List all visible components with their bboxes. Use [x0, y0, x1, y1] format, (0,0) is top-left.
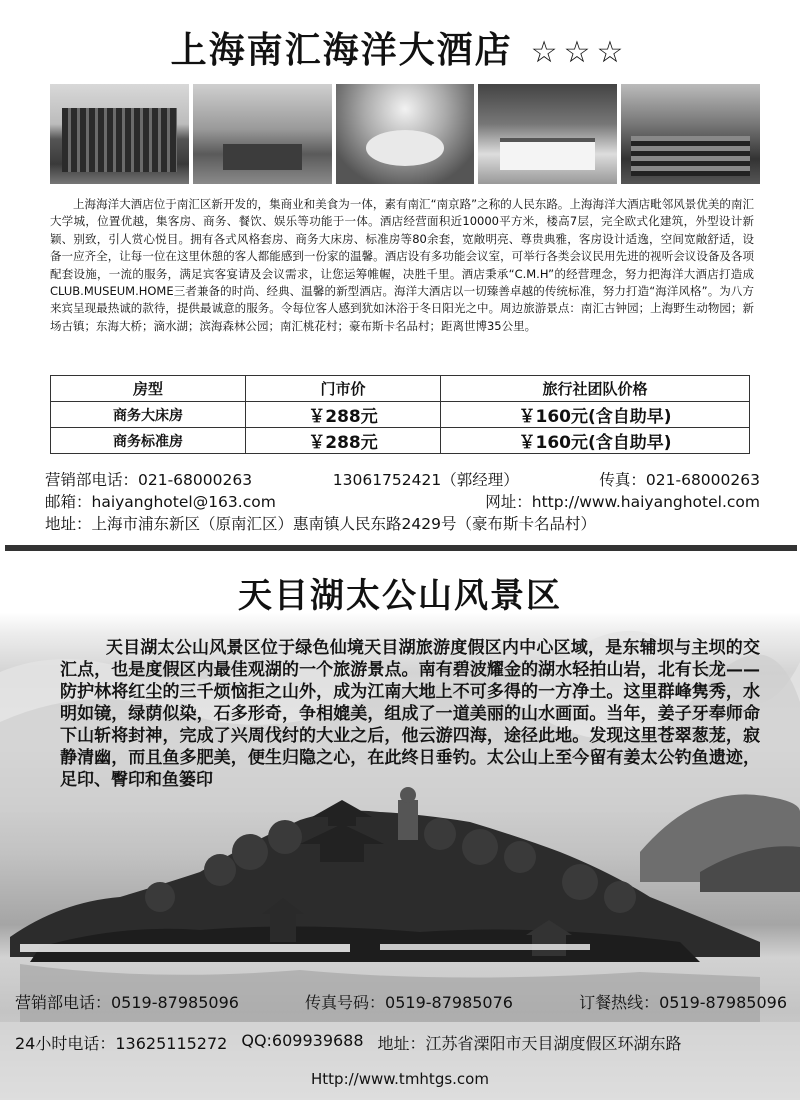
scenic-sales-phone: 营销部电话：0519-87985096 [15, 993, 239, 1012]
scenic-section [0, 552, 800, 1100]
hotel-title-row [0, 22, 800, 73]
hotel-photo-strip [50, 84, 760, 184]
dining-hall-photo [336, 84, 475, 184]
scenic-qq: QQ:609939688 [241, 1031, 364, 1050]
scenic-24h-phone: 24小时电话：13625115272 [15, 1034, 228, 1053]
scenic-contact-line-1 [15, 990, 787, 1013]
scenic-description: 天目湖太公山风景区位于绿色仙境天目湖旅游度假区内中心区域，是东辅坝与主坝的交汇点，也是度假区内最佳观湖的一个旅游景点。南有碧波耀金的湖水轻拍山岩，北有长龙——防护林将红尘的三千烦恼拒之山外，成为江南大地上不可多得的一方净土。这里群峰隽秀，水明如镜，绿荫似染，石多形奇，争相媲美，组成了一道美丽的山水画面。当年，姜子牙奉师命下山斩将封神，完成了兴周伐纣的大业之后，他云游四海，途径此地。发现这里苍翠葱茏，寂静清幽，而且鱼多肥美，便生归隐之心，在此终日垂钓。太公山上至今留有姜太公钓鱼遗迹，足印、臀印和鱼篓印 [60, 638, 760, 790]
scenic-contact-line-2 [15, 1031, 787, 1054]
island-pagoda-statue-lake-photo [0, 552, 800, 1100]
price-table [50, 375, 750, 454]
rack-rate-cell: ￥288元 [246, 402, 441, 428]
room-type-cell: 商务大床房 [51, 402, 246, 428]
group-rate-cell: ￥160元(含自助早) [441, 402, 750, 428]
price-table-header [51, 376, 750, 402]
hotel-fax: 传真：021-68000263 [599, 471, 760, 489]
column-header-group-rate: 旅行社团队价格 [441, 376, 750, 402]
column-header-rack-rate: 门市价 [246, 376, 441, 402]
section-divider [5, 545, 797, 551]
guest-room-photo [478, 84, 617, 184]
hotel-address: 地址：上海市浦东新区（原南汇区）惠南镇人民东路2429号（豪布斯卡名品村） [45, 515, 596, 533]
hotel-website: 网址：http://www.haiyanghotel.com [485, 493, 760, 511]
group-rate-cell: ￥160元(含自助早) [441, 428, 750, 454]
hotel-title: 上海南汇海洋大酒店 [170, 30, 513, 71]
hotel-description: 上海海洋大酒店位于南汇区新开发的，集商业和美食为一体，素有南汇“南京路”之称的人民东路。上海海洋大酒店毗邻风景优美的南汇大学城，位置优越，集客房、商务、餐饮、娱乐等功能于一体。酒店经营面积近10000平方米，楼高7层，完全欧式化建筑，外型设计新颖、别致，引人赏心悦目。拥有各式风格套房、商务大床房、标准房等80余套，宽敞明亮、尊贵典雅，客房设计适逸，空间宽敞舒适，设备一应齐全，让每一位在这里休憩的客人都能感到一份家的温馨。酒店设有多功能会议室，可举行各类会议民用先进的视听会议设备及各项配套设施，一流的服务，满足宾客宴请及会议需求，让您运筹帷幄，决胜千里。酒店秉承“C.M.H”的经营理念，努力把海洋大酒店打造成CLUB.MUSEUM.HOME三者兼备的时尚、经典、温馨的新型酒店。海洋大酒店以一切臻善卓越的传统标准，努力打造“海洋风格”。为八方来宾呈现最热诚的款待，提供最诚意的服务。令每位客人感到犹如沐浴于冬日阳光之中。周边旅游景点：南汇古钟园；上海野生动物园；新场古镇；东海大桥；滴水湖；滨海森林公园；南汇桃花村；豪布斯卡名品村；距离世博35公里。 [50, 197, 754, 333]
room-type-cell: 商务标准房 [51, 428, 246, 454]
scenic-address: 地址：江苏省溧阳市天目湖度假区环湖东路 [377, 1034, 682, 1053]
hotel-email: 邮箱：haiyanghotel@163.com [45, 493, 276, 511]
hotel-contact-line-1 [45, 470, 760, 491]
hotel-mobile: 13061752421（郭经理） [332, 471, 519, 489]
scenic-fax: 传真号码：0519-87985076 [305, 993, 513, 1012]
table-row [51, 402, 750, 428]
column-header-room-type: 房型 [51, 376, 246, 402]
lobby-reception-photo [193, 84, 332, 184]
hotel-sales-phone: 营销部电话：021-68000263 [45, 471, 253, 489]
scenic-website[interactable]: Http://www.tmhtgs.com [311, 1070, 489, 1088]
hotel-contact-line-3 [45, 514, 760, 535]
hotel-building-photo [50, 84, 189, 184]
scenic-booking-hotline: 订餐热线：0519-87985096 [579, 993, 787, 1012]
hotel-contact-line-2 [45, 492, 760, 513]
star-rating-icon: ☆☆☆ [530, 35, 630, 70]
conference-room-photo [621, 84, 760, 184]
table-row [51, 428, 750, 454]
scenic-title: 天目湖太公山风景区 [238, 576, 562, 616]
rack-rate-cell: ￥288元 [246, 428, 441, 454]
